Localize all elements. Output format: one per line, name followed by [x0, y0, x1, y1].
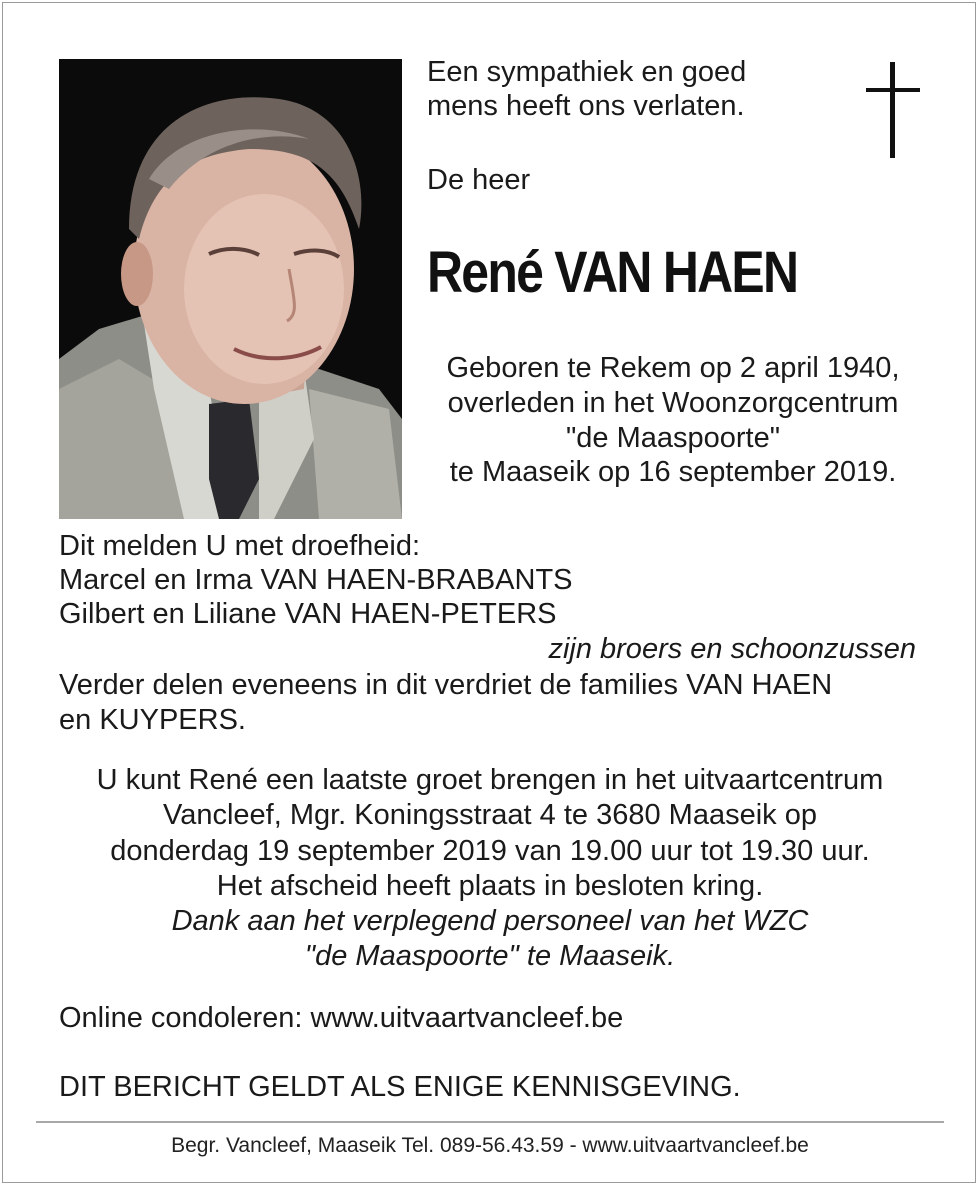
visitation-line-3: donderdag 19 september 2019 van 19.00 uur tot 19.30 uur. [110, 835, 870, 867]
announcement-intro: Dit melden U met droefheid: [59, 530, 421, 562]
relative-1: Marcel en Irma VAN HAEN-BRABANTS [59, 564, 573, 596]
salutation: De heer [427, 164, 531, 196]
relation-label: zijn broers en schoonzussen [548, 633, 916, 665]
visitation-line-4: Het afscheid heeft plaats in besloten kring. [216, 870, 764, 902]
intro-line-2: mens heeft ons verlaten. [427, 90, 745, 122]
footer-contact: Begr. Vancleef, Maaseik Tel. 089-56.43.59 - www.uitvaartvancleef.be [171, 1134, 809, 1157]
visitation-line-2: Vancleef, Mgr. Koningsstraat 4 te 3680 Maaseik op [163, 799, 817, 831]
cross-icon [862, 62, 924, 160]
thanks-line-1: Dank aan het verplegend personeel van het WZC [171, 905, 809, 937]
online-condolences: Online condoleren: www.uitvaartvancleef.be [59, 1002, 624, 1034]
bio-line-3: "de Maaspoorte" [565, 422, 781, 454]
bio-line-1: Geboren te Rekem op 2 april 1940, [446, 352, 900, 384]
bio-line-2: overleden in het Woonzorgcentrum [447, 387, 899, 419]
families-line-2: en KUYPERS. [59, 704, 246, 736]
relative-2: Gilbert en Liliane VAN HAEN-PETERS [59, 598, 557, 630]
families-line-1: Verder delen eveneens in dit verdriet de families VAN HAEN [59, 669, 833, 701]
portrait-photo [59, 59, 402, 519]
deceased-name: René VAN HAEN [427, 240, 798, 305]
thanks-line-2: "de Maaspoorte" te Maaseik. [304, 940, 676, 972]
intro-line-1: Een sympathiek en goed [427, 56, 747, 88]
visitation-line-1: U kunt René een laatste groet brengen in het uitvaartcentrum [96, 764, 884, 796]
notice-line: DIT BERICHT GELDT ALS ENIGE KENNISGEVING. [59, 1071, 741, 1103]
bio-line-4: te Maaseik op 16 september 2019. [449, 456, 897, 488]
footer-divider [36, 1121, 944, 1123]
